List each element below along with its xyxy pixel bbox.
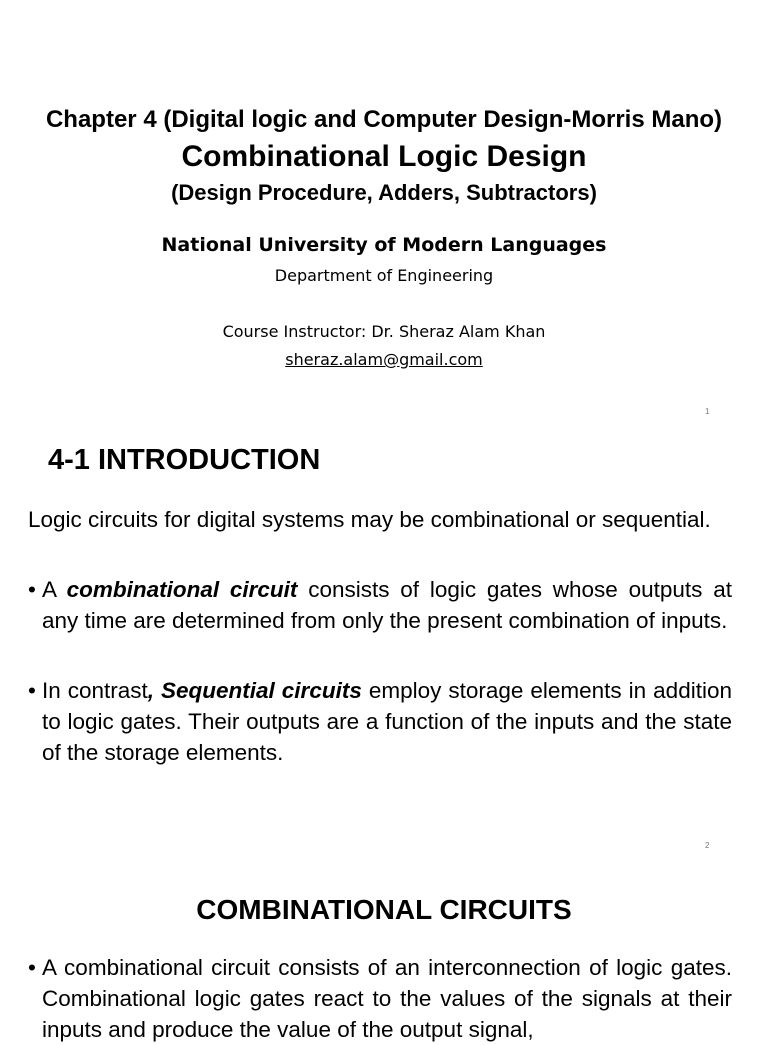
bullet-item [28,574,732,636]
university-name: National University of Modern Languages [161,234,607,256]
bullet-emphasis: combinational circuit [66,577,298,602]
slide-1 [0,0,768,430]
lecture-title: Combinational Logic Design [181,140,587,173]
bullet-text: A combinational circuit consists of an interconnection of logic gates. Combinational logic gates react to the values of the signals at their inputs and produce the value of the output signal, [42,955,732,1042]
bullet-emphasis: , Sequential circuits [147,678,362,703]
department-name: Department of Engineering [274,266,494,285]
bullet-text-rest: employ storage elements in addition to logic gates. Their outputs are a function of the inputs and the state of the storage elements. [42,678,732,765]
bullet-item [28,675,732,768]
instructor-name: Course Instructor: Dr. Sheraz Alam Khan [222,322,546,341]
bullet-text-lead: In contrast [42,678,148,703]
email-link[interactable]: sheraz.alam@gmail.com [285,350,483,369]
page-number: 2 [705,841,710,850]
intro-paragraph: Logic circuits for digital systems may be combinational or sequential. [28,507,711,532]
bullet-text [28,574,732,636]
bullet-text [28,675,732,768]
slide-2 [0,430,768,862]
bullet-marker: • [28,577,36,602]
email-row [0,350,768,369]
bullet-marker: • [28,955,36,980]
bullet-text-lead: A [42,577,67,602]
lecture-subtitle: (Design Procedure, Adders, Subtractors) [171,180,597,205]
bullet-item [28,952,732,1045]
section-heading: 4-1 INTRODUCTION [48,444,321,476]
bullet-marker: • [28,678,36,703]
page-number: 1 [705,407,710,416]
chapter-title: Chapter 4 (Digital logic and Computer Design-Morris Mano) [45,106,723,133]
section-heading: COMBINATIONAL CIRCUITS [196,894,572,925]
bullet-text-rest: consists of logic gates whose outputs at any time are determined from only the present combination of inputs. [42,577,732,633]
